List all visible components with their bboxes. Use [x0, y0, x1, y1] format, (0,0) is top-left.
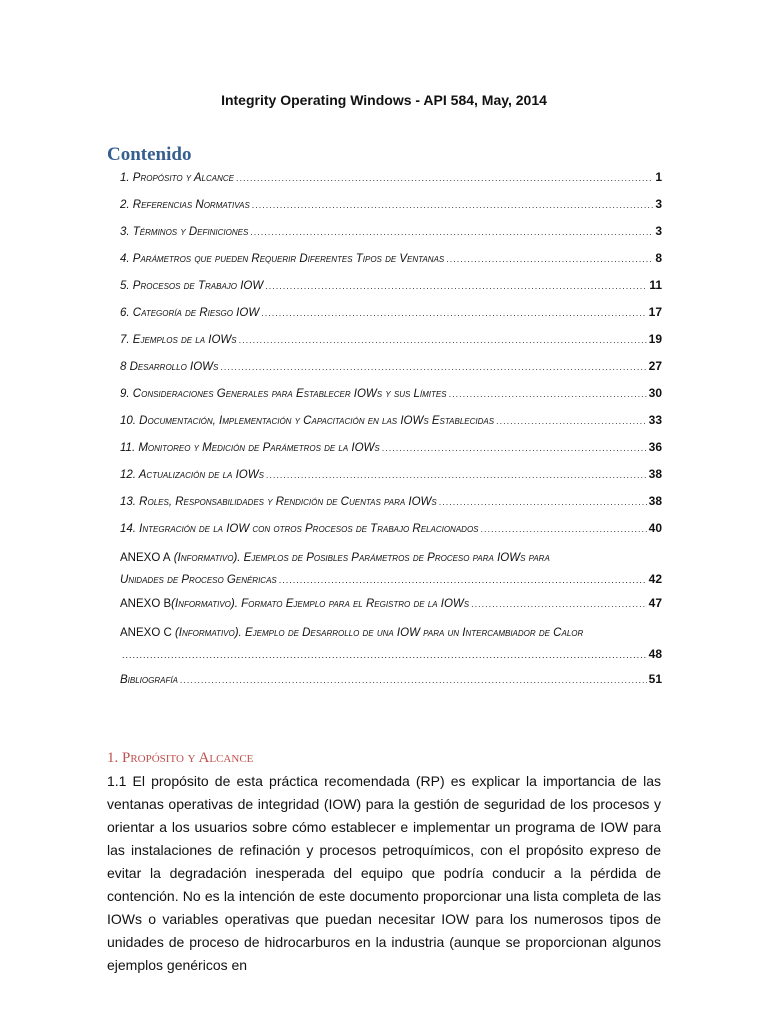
document-title: Integrity Operating Windows - API 584, May, 2014: [221, 92, 547, 108]
table-of-contents: [120, 170, 662, 699]
toc-entry[interactable]: 14. Integración de la IOW con otros Procesos de Trabajo Relacionados ..... 40: [120, 521, 662, 537]
toc-entry[interactable]: 9. Consideraciones Generales para Establecer IOWs y sus Límites ..... 30: [120, 386, 662, 402]
toc-entry[interactable]: 6. Categoría de Riesgo IOW ..... 17: [120, 305, 662, 321]
toc-entry[interactable]: 12. Actualización de la IOWs ..... 38: [120, 467, 662, 483]
toc-entry-annex-c[interactable]: ANEXO C (Informativo). Ejemplo de Desarrollo de una IOW para un Intercambiador de Calor ..... 48: [120, 623, 662, 666]
toc-entry[interactable]: 2. Referencias Normativas ..... 3: [120, 197, 662, 213]
toc-entry[interactable]: 3. Términos y Definiciones ..... 3: [120, 224, 662, 240]
toc-entry[interactable]: 10. Documentación, Implementación y Capacitación en las IOWs Establecidas ..... 33: [120, 413, 662, 429]
body-paragraph: 1.1 El propósito de esta práctica recomendada (RP) es explicar la importancia de las ventanas operativas de integridad (IOW) para la gestión de seguridad de los procesos y orientar a los usuarios sobre cómo establecer e implementar un programa de IOW para las instalaciones de refinación y procesos petroquímicos, con el propósito expreso de evitar la degradación inesperada del equipo que podría conducir a la pérdida de contención. No es la intención de este documento proporcionar una lista completa de las IOWs o variables operativas que puedan necesitar IOW para los numerosos tipos de unidades de proceso de hidrocarburos en la industria (aunque se proporcionan algunos ejemplos genéricos en: [107, 773, 661, 973]
toc-entry[interactable]: 13. Roles, Responsabilidades y Rendición de Cuentas para IOWs ..... 38: [120, 494, 662, 510]
toc-entry-bibliography[interactable]: Bibliografía ..... 51: [120, 672, 662, 688]
toc-entry[interactable]: 5. Procesos de Trabajo IOW ..... 11: [120, 278, 662, 294]
toc-entry[interactable]: 8 Desarrollo IOWs ..... 27: [120, 359, 662, 375]
toc-entry-annex-b[interactable]: ANEXO B (Informativo). Formato Ejemplo para el Registro de la IOWs ..... 47: [120, 596, 662, 612]
toc-heading: Contenido: [107, 144, 192, 165]
toc-entry[interactable]: 4. Parámetros que pueden Requerir Diferentes Tipos de Ventanas ..... 8: [120, 251, 662, 267]
toc-entry-annex-a[interactable]: ANEXO A (Informativo). Ejemplos de Posibles Parámetros de Proceso para IOWs para Unidades de Proceso Genéricas ..... 42: [120, 548, 662, 591]
toc-entry[interactable]: 1. Propósito y Alcance ..... 1: [120, 170, 662, 186]
toc-entry[interactable]: 11. Monitoreo y Medición de Parámetros de la IOWs ..... 36: [120, 440, 662, 456]
toc-entry[interactable]: 7. Ejemplos de la IOWs ..... 19: [120, 332, 662, 348]
section-heading: 1. Propósito y Alcance: [107, 750, 254, 766]
